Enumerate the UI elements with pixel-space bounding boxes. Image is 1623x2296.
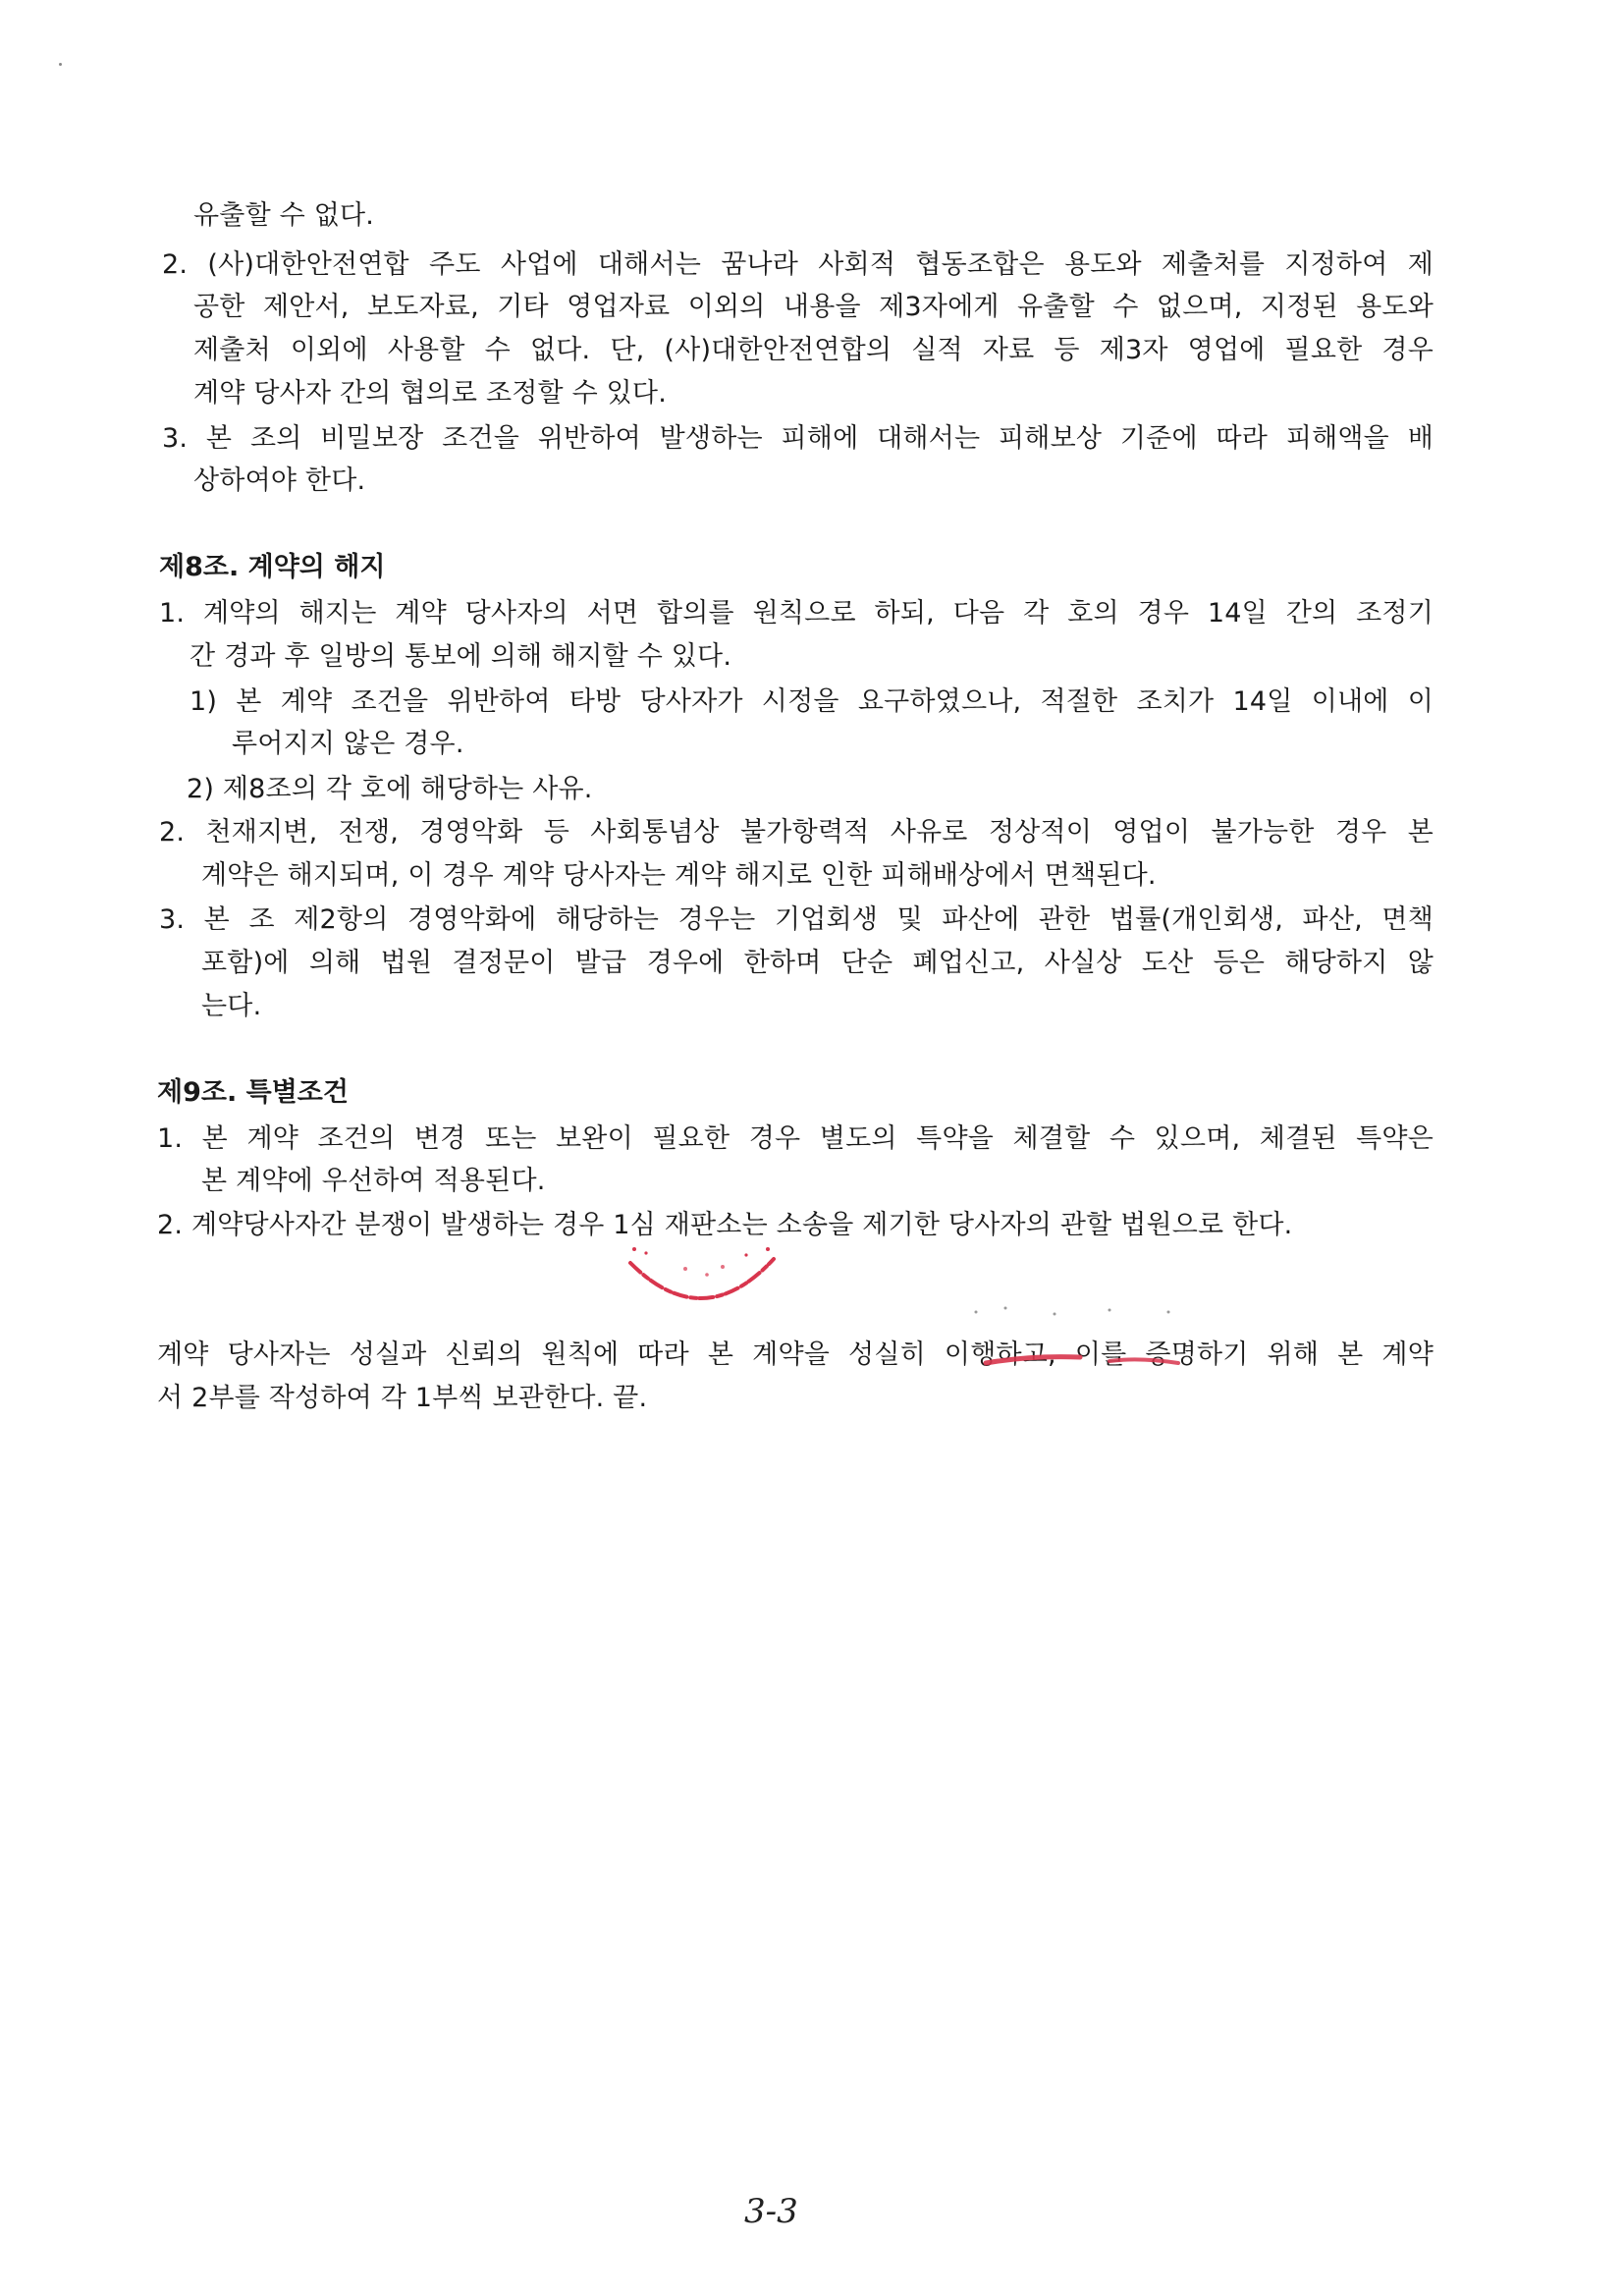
seal-stamp-mark [624,1245,782,1318]
article8-sub1-line2: 루어지지 않은 경우. [232,729,464,759]
seal-stamp-arc [624,1245,782,1314]
article9-title: 제9조. 특별조건 [157,1077,349,1108]
page-number: 3-3 [744,2192,798,2231]
article7-item2-line4: 계약 당사자 간의 협의로 조정할 수 있다. [193,378,667,409]
article8-sub1-line1: 1) 본 계약 조건을 위반하여 타방 당사자가 시정을 요구하였으나, 적절한 조치가 14일 이내에 이 [189,686,1434,717]
article9-item2: 2. 계약당사자간 분쟁이 발생하는 경우 1심 재판소는 소송을 제기한 당사자의 관할 법원으로 한다. [157,1210,1293,1240]
article8-item2-line2: 계약은 해지되며, 이 경우 계약 당사자는 계약 해지로 인한 피해배상에서 면책된다. [201,860,1157,891]
article8-item3-line3: 는다. [201,991,262,1021]
article7-item3-line2: 상하여야 한다. [193,465,366,496]
ink-overmark-strokes [972,1306,1198,1375]
article9-item1-line2: 본 계약에 우선하여 적용된다. [201,1166,546,1196]
closing-line2: 서 2부를 작성하여 각 1부씩 보관한다. 끝. [157,1383,648,1413]
article8-item2-line1: 2. 천재지변, 전쟁, 경영악화 등 사회통념상 불가항력적 사유로 정상적이 영업이 불가능한 경우 본 [159,817,1434,847]
ink-overmark [972,1306,1198,1379]
closing-line1: 계약 당사자는 성실과 신뢰의 원칙에 따라 본 계약을 성실히 이행하고, 이를 증명하기 위해 본 계약 [157,1339,1434,1370]
article7-item3-line1: 3. 본 조의 비밀보장 조건을 위반하여 발생하는 피해에 대해서는 피해보상 기준에 따라 피해액을 배 [162,423,1434,454]
article8-item3-line2: 포함)에 의해 법원 결정문이 발급 경우에 한하며 단순 폐업신고, 사실상 도산 등은 해당하지 않 [201,948,1434,978]
article8-title: 제8조. 계약의 해지 [159,552,386,582]
article7-item2-line1: 2. (사)대한안전연합 주도 사업에 대해서는 꿈나라 사회적 협동조합은 용도와 제출처를 지정하여 제 [162,249,1434,280]
article7-item2-line3: 제출처 이외에 사용할 수 없다. 단, (사)대한안전연합의 실적 자료 등 제3자 영업에 필요한 경우 [193,335,1434,365]
article8-item1-line2: 간 경과 후 일방의 통보에 의해 해지할 수 있다. [189,641,732,672]
article7-item1-tail: 유출할 수 없다. [193,200,375,231]
article8-sub2: 2) 제8조의 각 호에 해당하는 사유. [187,774,593,804]
article8-item3-line1: 3. 본 조 제2항의 경영악화에 해당하는 경우는 기업회생 및 파산에 관한 법률(개인회생, 파산, 면책 [159,904,1434,935]
article7-item2-line2: 공한 제안서, 보도자료, 기타 영업자료 이외의 내용을 제3자에게 유출할 수 없으며, 지정된 용도와 [193,292,1434,322]
scan-speck [59,63,62,66]
article9-item1-line1: 1. 본 계약 조건의 변경 또는 보완이 필요한 경우 별도의 특약을 체결할 수 있으며, 체결된 특약은 [157,1123,1434,1154]
article8-item1-line1: 1. 계약의 해지는 계약 당사자의 서면 합의를 원칙으로 하되, 다음 각 호의 경우 14일 간의 조정기 [159,598,1434,629]
